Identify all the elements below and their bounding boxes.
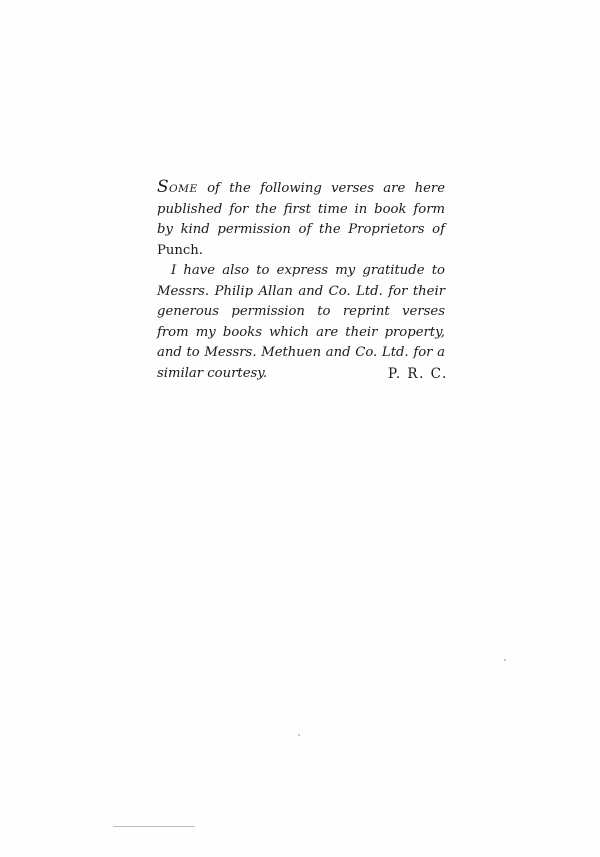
- acknowledgement-text: [157, 177, 445, 384]
- paper-speck: [504, 659, 506, 661]
- paragraph-1-end: .: [198, 242, 203, 258]
- acknowledgement-paragraph-1: [157, 177, 445, 261]
- footer-rule: [113, 826, 195, 827]
- paragraph-1-body: of the following verses are here published for the first time in book form by kind permission of the Proprietors of: [157, 181, 445, 237]
- paper-speck: [298, 734, 300, 736]
- opening-initial: S: [157, 177, 169, 197]
- acknowledgement-paragraph-2: I have also to express my gratitude to Messrs. Philip Allan and Co. Ltd. for their generous permission to reprint verses from my books which are their property, and to Messrs. Methuen and Co. Ltd. for a similar courtesy.: [157, 263, 445, 381]
- opening-small-caps: OME: [168, 183, 198, 195]
- author-initials: P. R. C.: [388, 366, 448, 382]
- periodical-name: Punch: [157, 242, 199, 258]
